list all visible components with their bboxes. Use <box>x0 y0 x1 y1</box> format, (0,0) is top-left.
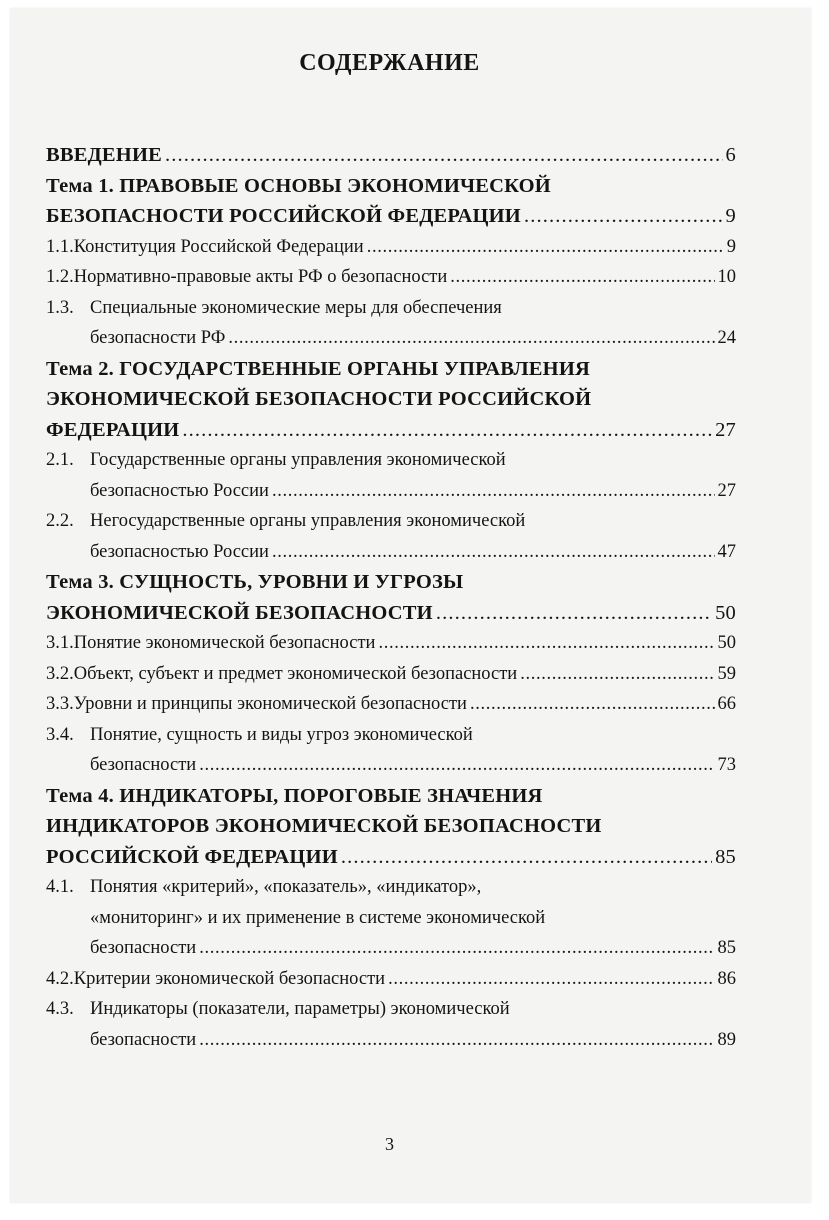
toc-section-number: 3.2. <box>46 663 74 684</box>
toc-entry-title: Негосударственные органы управления экономической <box>90 511 526 531</box>
toc-entry-3-1 <box>46 628 736 659</box>
toc-leader-dots <box>388 964 714 995</box>
toc-leader-dots <box>378 628 714 659</box>
toc-page-number: 10 <box>717 267 736 287</box>
toc-page-number: 27 <box>717 480 736 501</box>
toc-leader-dots <box>272 476 715 507</box>
toc-entry-title: Нормативно-правовые акты РФ о безопасности <box>73 267 448 287</box>
toc-entry-title: Понятие, сущность и виды угроз экономической <box>90 724 473 745</box>
toc-section-number: 2.2. <box>46 511 74 531</box>
toc-entry-2-1 <box>46 445 736 506</box>
toc-leader-dots <box>450 262 714 293</box>
toc-page-number: 9 <box>725 205 736 227</box>
page-title: СОДЕРЖАНИЕ <box>299 50 480 76</box>
toc-entry-title: безопасностью России <box>90 480 269 501</box>
toc-entry-4-1 <box>46 872 736 964</box>
toc-entry-title: безопасности <box>90 1029 197 1050</box>
toc-leader-dots <box>524 201 723 232</box>
toc-entry-title: «мониторинг» и их применение в системе экономической <box>90 907 546 928</box>
toc-entry-1-3 <box>46 293 736 354</box>
toc-leader-dots <box>228 323 714 354</box>
toc-leader-dots <box>436 598 712 629</box>
toc-leader-dots <box>199 1025 714 1056</box>
toc-leader-dots <box>199 750 714 781</box>
toc-entry-title: Специальные экономические меры для обеспечения <box>90 297 502 318</box>
toc-entry-title: Индикаторы (показатели, параметры) экономической <box>90 999 510 1019</box>
toc-entry-topic-4 <box>46 781 736 873</box>
toc-entry-title: Критерии экономической безопасности <box>73 968 386 989</box>
toc-entry-title: ИНДИКАТОРОВ ЭКОНОМИЧЕСКОЙ БЕЗОПАСНОСТИ <box>46 815 602 837</box>
toc-page-number: 9 <box>726 236 736 257</box>
toc-entry-topic-2 <box>46 354 736 446</box>
toc-entry-topic-1 <box>46 171 736 232</box>
toc-page-number: 66 <box>717 694 736 714</box>
toc-page-number: 50 <box>717 633 736 653</box>
toc-leader-dots <box>199 933 714 964</box>
toc-entry-topic-3 <box>46 567 736 628</box>
toc-entry-title: Понятие экономической безопасности <box>73 633 376 653</box>
toc-entry-title: Уровни и принципы экономической безопасности <box>73 694 467 714</box>
toc-entry-4-2 <box>46 964 736 995</box>
toc-leader-dots <box>341 842 712 873</box>
toc-section-number: 3.3. <box>46 694 74 714</box>
toc-section-number: 3.4. <box>46 724 74 745</box>
toc-entry-3-3 <box>46 689 736 720</box>
toc-page-number: 73 <box>717 755 736 775</box>
toc-entry-title: БЕЗОПАСНОСТИ РОССИЙСКОЙ ФЕДЕРАЦИИ <box>46 205 521 227</box>
toc-entry-title: Государственные органы управления экономической <box>90 450 506 470</box>
toc-entry-title: безопасностью России <box>90 541 269 562</box>
toc-entry-introduction <box>46 140 736 171</box>
toc-entry-title: Тема 2. ГОСУДАРСТВЕННЫЕ ОРГАНЫ УПРАВЛЕНИЯ <box>46 357 590 380</box>
toc-page-number: 27 <box>715 418 736 441</box>
page-number: 3 <box>385 1134 394 1154</box>
toc-page-number: 85 <box>717 938 736 958</box>
table-of-contents <box>46 140 736 1055</box>
toc-page-number: 6 <box>725 144 736 166</box>
toc-entry-title: безопасности <box>90 755 197 775</box>
toc-leader-dots <box>367 232 724 263</box>
toc-entry-title: ФЕДЕРАЦИИ <box>46 418 180 441</box>
toc-page-number: 24 <box>717 328 736 348</box>
toc-entry-2-2 <box>46 506 736 567</box>
toc-entry-title: ЭКОНОМИЧЕСКОЙ БЕЗОПАСНОСТИ <box>46 601 433 624</box>
toc-section-number: 1.3. <box>46 297 74 318</box>
toc-entry-3-2 <box>46 659 736 690</box>
toc-entry-title: Объект, субъект и предмет экономической безопасности <box>73 663 518 684</box>
toc-entry-title: Тема 4. ИНДИКАТОРЫ, ПОРОГОВЫЕ ЗНАЧЕНИЯ <box>46 784 543 807</box>
toc-section-number: 4.2. <box>46 968 74 989</box>
toc-leader-dots <box>520 659 714 690</box>
toc-entry-3-4 <box>46 720 736 781</box>
toc-leader-dots <box>272 537 715 568</box>
toc-entry-title: ВВЕДЕНИЕ <box>46 144 162 166</box>
toc-entry-4-3 <box>46 994 736 1055</box>
toc-leader-dots <box>165 140 723 171</box>
toc-section-number: 2.1. <box>46 450 74 470</box>
toc-entry-1-2 <box>46 262 736 293</box>
toc-entry-title: Тема 1. ПРАВОВЫЕ ОСНОВЫ ЭКОНОМИЧЕСКОЙ <box>46 174 551 197</box>
toc-leader-dots <box>182 415 712 446</box>
toc-section-number: 3.1. <box>46 633 74 653</box>
toc-page-number: 86 <box>717 968 736 989</box>
toc-entry-title: ЭКОНОМИЧЕСКОЙ БЕЗОПАСНОСТИ РОССИЙСКОЙ <box>46 388 592 410</box>
toc-entry-title: Понятия «критерий», «показатель», «индикатор», <box>90 877 482 897</box>
toc-section-number: 1.2. <box>46 267 74 287</box>
toc-section-number: 4.3. <box>46 999 74 1019</box>
toc-section-number: 4.1. <box>46 877 74 897</box>
toc-entry-title: РОССИЙСКОЙ ФЕДЕРАЦИИ <box>46 845 338 868</box>
toc-entry-title: Конституция Российской Федерации <box>73 236 364 257</box>
toc-page-number: 50 <box>715 601 736 624</box>
toc-entry-title: безопасности <box>90 938 197 958</box>
toc-page-number: 59 <box>717 663 736 684</box>
toc-page-number: 89 <box>717 1029 736 1050</box>
toc-entry-title: Тема 3. СУЩНОСТЬ, УРОВНИ И УГРОЗЫ <box>46 571 464 593</box>
toc-page-number: 85 <box>715 845 736 868</box>
toc-entry-1-1 <box>46 232 736 263</box>
toc-leader-dots <box>470 689 715 720</box>
toc-entry-title: безопасности РФ <box>90 328 226 348</box>
toc-page-number: 47 <box>717 541 736 562</box>
toc-section-number: 1.1. <box>46 236 74 257</box>
